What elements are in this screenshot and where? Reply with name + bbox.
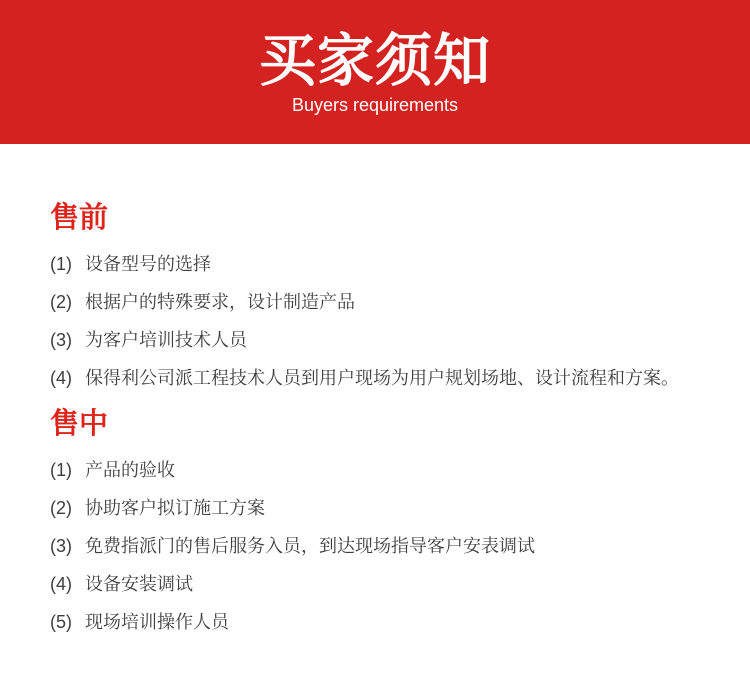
section-heading: 售中 — [50, 408, 109, 440]
list-item-text: 设备型号的选择 — [85, 254, 211, 274]
list-item-number: (4) — [50, 574, 72, 594]
list-item-text: 设备安装调试 — [85, 574, 193, 594]
content-area — [0, 144, 750, 634]
list-item-number: (2) — [50, 292, 72, 312]
list-item-text: 根据户的特殊要求，设计制造产品 — [85, 292, 355, 312]
page-subtitle: Buyers requirements — [291, 94, 459, 115]
list-item — [50, 496, 700, 520]
list-item-text: 产品的验收 — [85, 460, 175, 480]
list-item-text: 为客户培训技术人员 — [85, 330, 247, 350]
header-banner — [0, 0, 750, 144]
list-item — [50, 328, 700, 352]
list-item-number: (5) — [50, 612, 72, 632]
list-item — [50, 458, 700, 482]
list-item — [50, 572, 700, 596]
list-item-text: 协助客户拟订施工方案 — [85, 498, 265, 518]
notice-section — [50, 204, 700, 390]
list-item-text: 保得利公司派工程技术人员到用户现场为用户规划场地、设计流程和方案。 — [85, 368, 679, 388]
list-item-number: (1) — [50, 460, 72, 480]
list-item-number: (3) — [50, 330, 72, 350]
list-item-number: (2) — [50, 498, 72, 518]
list-item — [50, 610, 700, 634]
list-item — [50, 252, 700, 276]
list-item-number: (1) — [50, 254, 72, 274]
list-item — [50, 290, 700, 314]
page-title: 买家须知 — [259, 28, 491, 93]
list-item-text: 现场培训操作人员 — [85, 612, 229, 632]
list-item-number: (4) — [50, 368, 72, 388]
list-item-number: (3) — [50, 536, 72, 556]
list-item — [50, 366, 700, 390]
notice-section — [50, 410, 700, 634]
list-item — [50, 534, 700, 558]
section-heading: 售前 — [50, 202, 109, 234]
section-item-list — [50, 252, 700, 390]
list-item-text: 免费指派门的售后服务入员，到达现场指导客户安表调试 — [85, 536, 535, 556]
section-item-list — [50, 458, 700, 634]
